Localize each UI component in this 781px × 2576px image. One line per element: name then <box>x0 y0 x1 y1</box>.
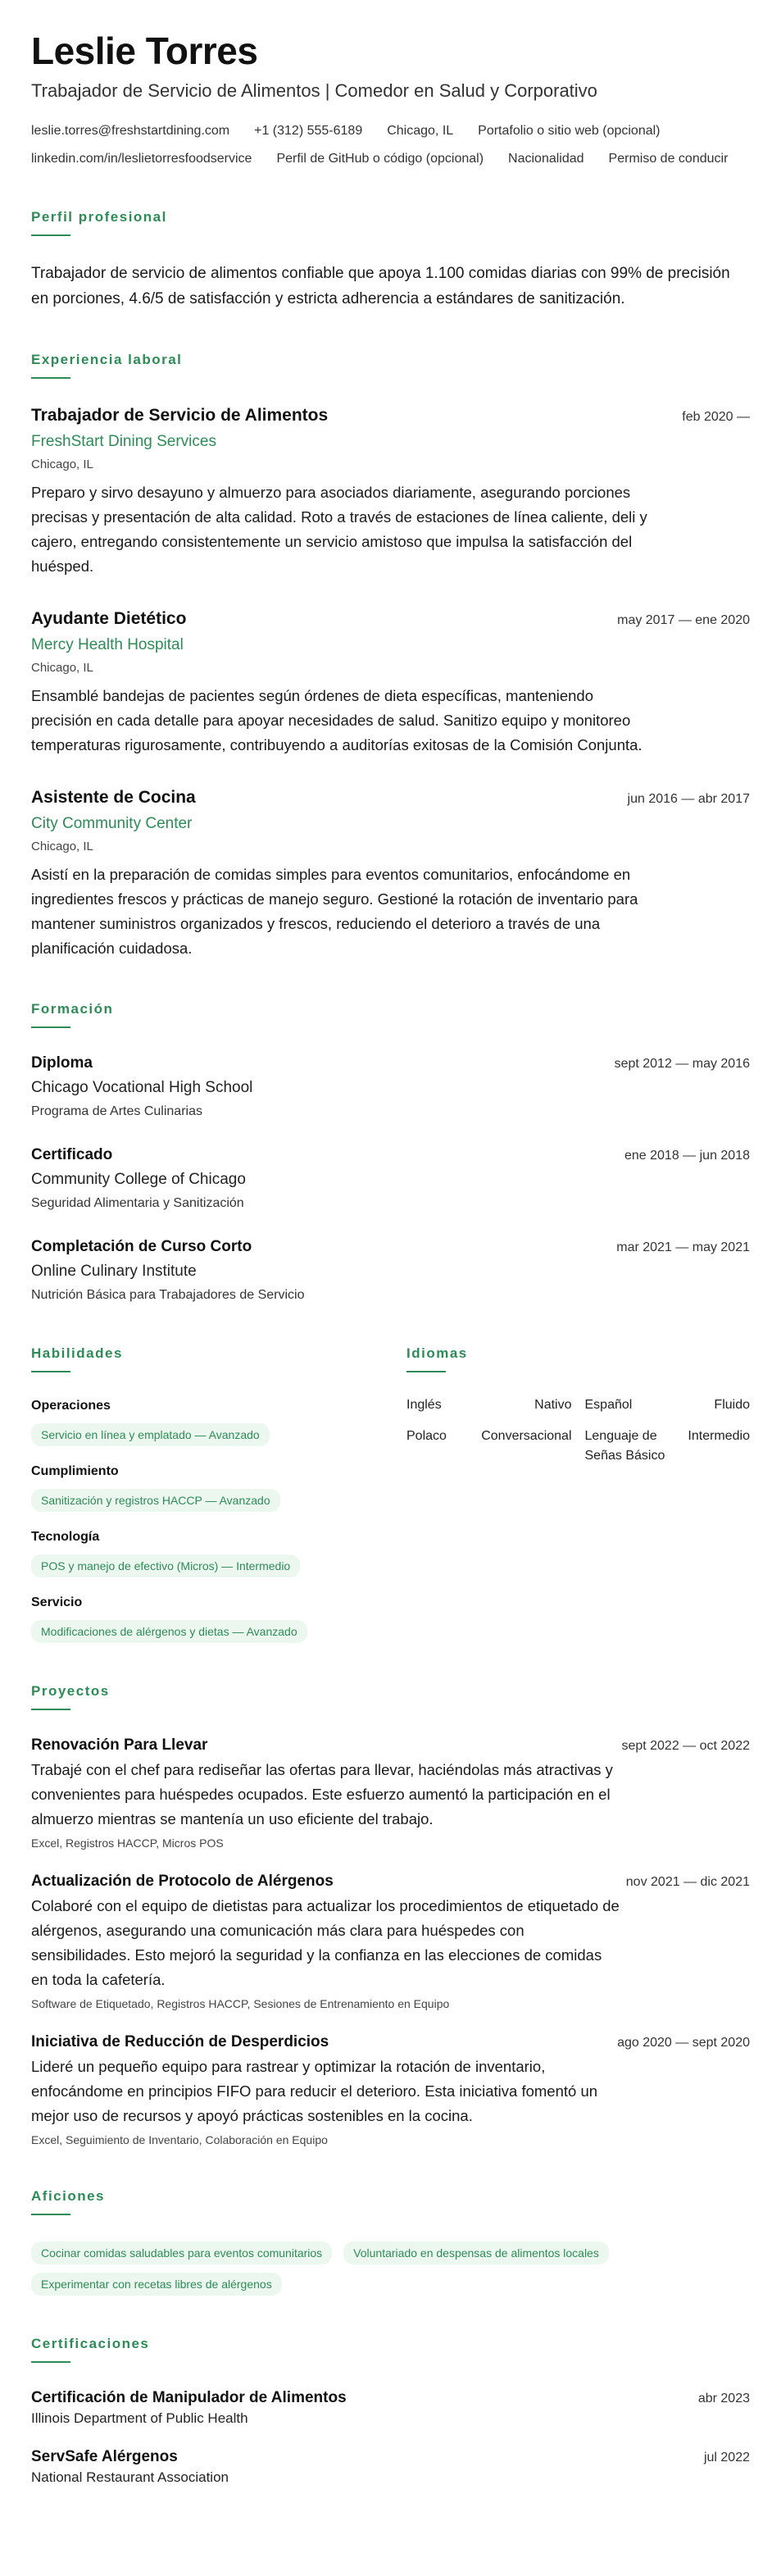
certification-date: abr 2023 <box>697 2392 750 2405</box>
certification-item <box>31 2446 750 2487</box>
projects-section <box>31 1682 750 2148</box>
section-divider <box>406 1371 446 1372</box>
certification-item <box>31 2387 750 2428</box>
education-dates: ene 2018 — jun 2018 <box>624 1149 750 1163</box>
languages-list <box>406 1395 750 1466</box>
skill-category: Operaciones <box>31 1399 111 1413</box>
experience-section <box>31 351 750 961</box>
hobby-chip: Experimentar con recetas libres de alérgenos <box>31 2273 282 2296</box>
section-divider <box>31 1371 70 1372</box>
skill-group <box>31 1528 406 1577</box>
skill-group <box>31 1594 406 1643</box>
project-tools: Excel, Seguimiento de Inventario, Colaboración en Equipo <box>31 2133 328 2146</box>
experience-list <box>31 403 750 961</box>
language-name: Español <box>584 1398 633 1412</box>
company-name: City Community Center <box>31 815 193 832</box>
language-level: Fluido <box>714 1398 750 1412</box>
project-item <box>31 1735 750 1851</box>
education-item <box>31 1145 750 1213</box>
contact-email[interactable]: leslie.torres@freshstartdining.com <box>31 124 230 138</box>
language-item <box>406 1395 572 1415</box>
education-section <box>31 1000 750 1305</box>
project-tools: Software de Etiquetado, Registros HACCP, Sesiones de Entrenamiento en Equipo <box>31 1997 450 2010</box>
education-item <box>31 1053 750 1122</box>
project-title: Actualización de Protocolo de Alérgenos <box>31 1873 334 1890</box>
project-description: Colaboré con el equipo de dietistas para actualizar los procedimientos de etiquetado de alérgenos, asegurando una comunicación más clara para huéspedes con sensibilidades. Esto mejoró la seguridad y la confianza en las elecciones de comidas en toda la cafetería. <box>31 1897 620 1988</box>
skill-category: Tecnología <box>31 1530 100 1544</box>
project-dates: nov 2021 — dic 2021 <box>625 1875 750 1889</box>
certifications-list <box>31 2387 750 2487</box>
company-name: Mercy Health Hospital <box>31 636 184 653</box>
job-dates: may 2017 — ene 2020 <box>617 613 750 627</box>
experience-item <box>31 607 750 758</box>
project-description: Lideré un pequeño equipo para rastrear y optimizar la rotación de inventario, enfocándome en principios FIFO para reducir el deterioro. Esta iniciativa fomentó un mejor uso de recursos y apoyó prácticas sostenibles en la cocina. <box>31 2058 598 2124</box>
contact-list <box>31 121 750 169</box>
language-level: Nativo <box>534 1398 572 1412</box>
skill-group <box>31 1397 406 1446</box>
certification-issuer: National Restaurant Association <box>31 2469 229 2485</box>
skill-chip: Sanitización y registros HACCP — Avanzado <box>31 1489 280 1512</box>
job-description: Ensamblé bandejas de pacientes según órdenes de dieta específicas, manteniendo precisión en cada detalle para apoyar necesidades de salud. Sanitizo equipo y monitoreo temperaturas rigurosamente, contribuyendo a auditorías exitosas de la Comisión Conjunta. <box>31 687 643 753</box>
certifications-section <box>31 2335 750 2487</box>
language-name: Lenguaje de Señas Básico <box>584 1429 665 1463</box>
education-dates: mar 2021 — may 2021 <box>616 1240 750 1254</box>
skill-category: Cumplimiento <box>31 1464 119 1478</box>
section-title: Habilidades <box>31 1345 123 1361</box>
field-of-study: Seguridad Alimentaria y Sanitización <box>31 1196 244 1210</box>
section-divider <box>31 1026 70 1028</box>
project-dates: ago 2020 — sept 2020 <box>617 2036 750 2050</box>
section-divider <box>31 2214 70 2215</box>
contact-location: Chicago, IL <box>387 124 454 138</box>
skills-list <box>31 1397 406 1643</box>
hobbies-section <box>31 2187 750 2296</box>
section-divider <box>31 377 70 379</box>
school-name: Online Culinary Institute <box>31 1263 197 1280</box>
degree: Diploma <box>31 1054 93 1072</box>
skill-chip: Modificaciones de alérgenos y dietas — Avanzado <box>31 1620 307 1643</box>
project-title: Iniciativa de Reducción de Desperdicios <box>31 2033 329 2050</box>
contact-nationality: Nacionalidad <box>508 152 584 166</box>
job-location: Chicago, IL <box>31 457 93 471</box>
projects-list <box>31 1735 750 2148</box>
language-level: Conversacional <box>481 1429 572 1443</box>
company-name: FreshStart Dining Services <box>31 433 216 450</box>
language-item <box>585 1395 751 1415</box>
hobby-chip: Voluntariado en despensas de alimentos locales <box>343 2241 609 2264</box>
summary-text: Trabajador de servicio de alimentos confiable que apoya 1.100 comidas diarias con 99% de precisión en porciones, 4.6/5 de satisfacción y estricta adherencia a estándares de sanitización. <box>31 265 730 307</box>
language-item <box>406 1427 572 1466</box>
project-tools: Excel, Registros HACCP, Micros POS <box>31 1836 224 1850</box>
section-title: Experiencia laboral <box>31 352 183 367</box>
contact-phone[interactable]: +1 (312) 555-6189 <box>254 124 363 138</box>
section-title: Idiomas <box>406 1345 468 1361</box>
summary-section <box>31 208 750 312</box>
degree: Completación de Curso Corto <box>31 1238 252 1255</box>
school-name: Chicago Vocational High School <box>31 1079 253 1096</box>
language-item <box>585 1427 751 1466</box>
language-level: Intermedio <box>688 1429 750 1443</box>
job-title: Asistente de Cocina <box>31 788 196 807</box>
job-title: Ayudante Dietético <box>31 609 187 628</box>
contact-website[interactable]: Portafolio o sitio web (opcional) <box>478 124 661 138</box>
contact-linkedin[interactable]: linkedin.com/in/leslietorresfoodservice <box>31 152 252 166</box>
hobby-chip: Cocinar comidas saludables para eventos comunitarios <box>31 2241 332 2264</box>
skills-languages-row <box>31 1345 750 1643</box>
project-description: Trabajé con el chef para rediseñar las ofertas para llevar, haciéndolas más atractivas y convenientes para huéspedes ocupados. Este esfuerzo aumentó la participación en el almuerzo mientras se mantenía un uso eficiente del trabajo. <box>31 1761 613 1827</box>
education-item <box>31 1236 750 1305</box>
degree: Certificado <box>31 1146 113 1163</box>
skill-chip: Servicio en línea y emplatado — Avanzado <box>31 1423 270 1446</box>
section-divider <box>31 1709 70 1710</box>
section-title: Perfil profesional <box>31 209 167 225</box>
section-title: Proyectos <box>31 1683 110 1699</box>
job-description: Preparo y sirvo desayuno y almuerzo para asociados diariamente, asegurando porciones precisas y presentación de alta calidad. Roto a través de estaciones de línea caliente, deli y cajero, entregando consistentemente un servicio amistoso que impulsa la satisfacción del huésped. <box>31 484 647 575</box>
contact-driving-license: Permiso de conducir <box>608 152 729 166</box>
certification-name: Certificación de Manipulador de Alimentos <box>31 2389 347 2406</box>
language-name: Polaco <box>406 1429 447 1443</box>
experience-item <box>31 785 750 961</box>
job-location: Chicago, IL <box>31 661 93 675</box>
experience-item <box>31 403 750 579</box>
job-dates: feb 2020 — <box>682 410 750 424</box>
section-title: Formación <box>31 1001 114 1017</box>
skill-category: Servicio <box>31 1595 83 1609</box>
contact-github[interactable]: Perfil de GitHub o código (opcional) <box>276 152 484 166</box>
section-title: Certificaciones <box>31 2336 150 2351</box>
candidate-headline: Trabajador de Servicio de Alimentos | Comedor en Salud y Corporativo <box>31 80 597 101</box>
school-name: Community College of Chicago <box>31 1171 246 1188</box>
job-title: Trabajador de Servicio de Alimentos <box>31 406 329 425</box>
job-dates: jun 2016 — abr 2017 <box>627 792 750 806</box>
education-dates: sept 2012 — may 2016 <box>614 1057 750 1071</box>
certification-date: jul 2022 <box>703 2451 750 2464</box>
certification-name: ServSafe Alérgenos <box>31 2448 178 2465</box>
languages-section <box>406 1345 750 1643</box>
field-of-study: Programa de Artes Culinarias <box>31 1104 202 1118</box>
section-title: Aficiones <box>31 2188 106 2204</box>
hobbies-list <box>31 2233 720 2296</box>
resume-header <box>31 28 750 169</box>
section-divider <box>31 234 70 236</box>
language-name: Inglés <box>406 1398 442 1412</box>
project-dates: sept 2022 — oct 2022 <box>621 1739 750 1753</box>
section-divider <box>31 2361 70 2363</box>
field-of-study: Nutrición Básica para Trabajadores de Servicio <box>31 1288 305 1302</box>
job-description: Asistí en la preparación de comidas simples para eventos comunitarios, enfocándome en ingredientes frescos y prácticas de manejo seguro. Gestioné la rotación de inventario para mantener suministros organizados y frescos, reduciendo el deterioro a través de una planificación cuidadosa. <box>31 866 638 957</box>
project-title: Renovación Para Llevar <box>31 1736 208 1754</box>
certification-issuer: Illinois Department of Public Health <box>31 2410 248 2426</box>
project-item <box>31 1871 750 2012</box>
job-location: Chicago, IL <box>31 840 93 853</box>
skills-section <box>31 1345 406 1643</box>
skill-group <box>31 1463 406 1512</box>
project-item <box>31 2032 750 2148</box>
education-list <box>31 1053 750 1305</box>
candidate-name: Leslie Torres <box>31 30 258 72</box>
skill-chip: POS y manejo de efectivo (Micros) — Intermedio <box>31 1554 300 1577</box>
